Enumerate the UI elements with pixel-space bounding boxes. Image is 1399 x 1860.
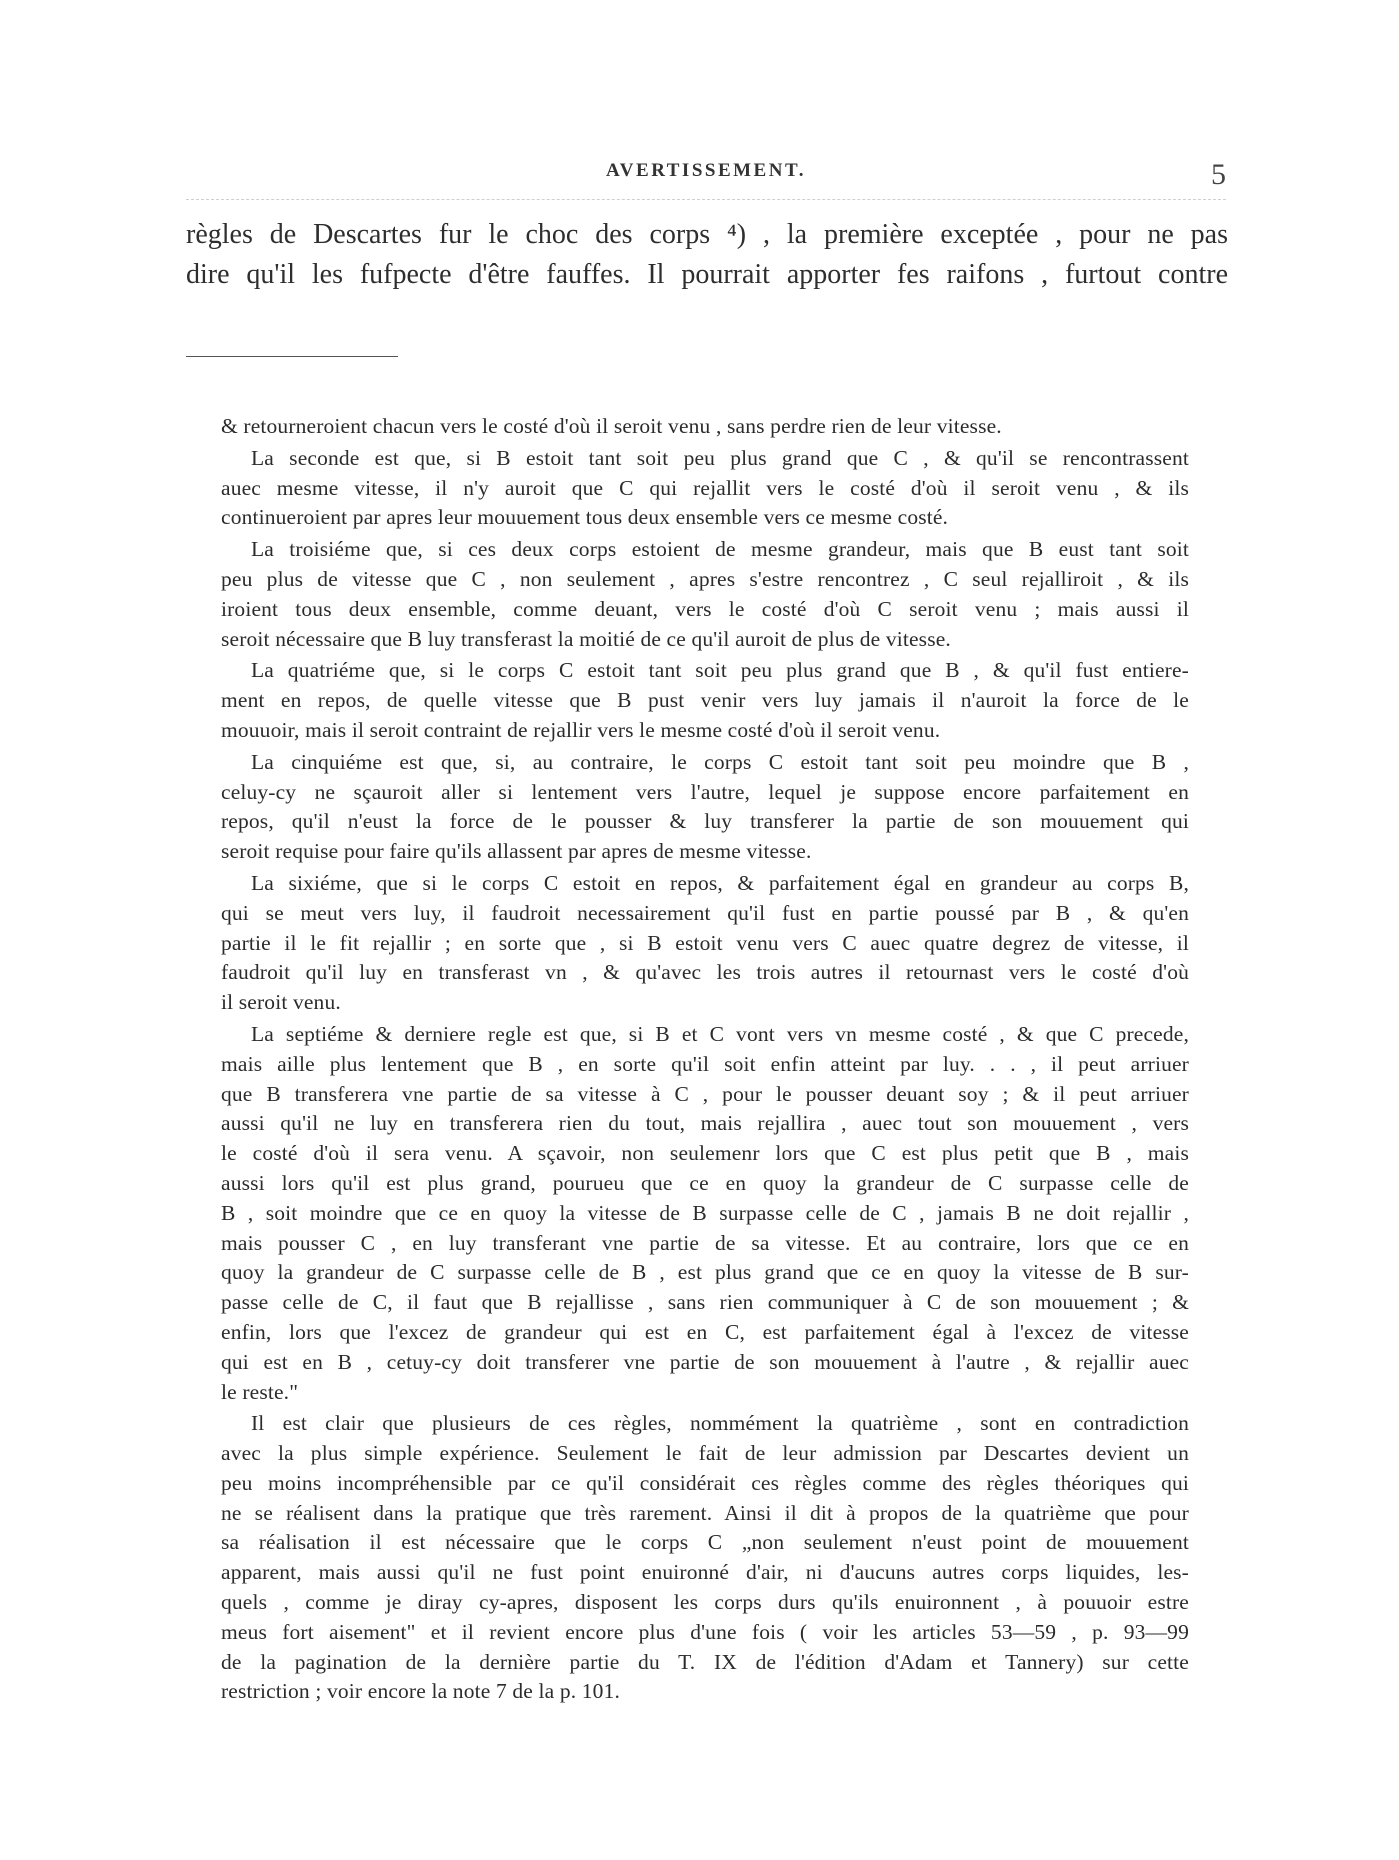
- footnote-paragraph: [221, 412, 1189, 442]
- footnote-line: Il est clair que plusieurs de ces règles, nommément la quatrième , sont en contradiction: [251, 1411, 1189, 1436]
- footnote-line: B , soit moindre que ce en quoy la vitesse de B surpasse celle de C , jamais B ne doit rejallir ,: [221, 1200, 1189, 1225]
- footnote-line: ment en repos, de quelle vitesse que B pust venir vers luy jamais il n'auroit la force de le: [221, 688, 1189, 713]
- footnote-line: partie il le fit rejallir ; en sorte que , si B estoit venu vers C auec quatre degrez de vitesse, il: [221, 930, 1189, 955]
- footnote-line: La seconde est que, si B estoit tant soit peu plus grand que C , & qu'il se rencontrassent: [251, 445, 1189, 470]
- footnote-line: passe celle de C, il faut que B rejallisse , sans rien communiquer à C de son mouuement ; &: [221, 1290, 1189, 1315]
- footnote-line: qui est en B , cetuy-cy doit transferer vne partie de son mouuement à l'autre , & rejallir auec: [221, 1349, 1189, 1374]
- footnote-line: apparent, mais aussi qu'il ne fust point enuironné d'air, ni d'aucuns autres corps liquides, les-: [221, 1560, 1189, 1585]
- footnote-line: seroit nécessaire que B luy transferast la moitié de ce qu'il auroit de plus de vitesse.: [221, 626, 951, 651]
- footnote-line: aussi lors qu'il est plus grand, pourueu que ce en quoy la grandeur de C surpasse celle de: [221, 1170, 1189, 1195]
- footnote-line: seroit requise pour faire qu'ils allassent par apres de mesme vitesse.: [221, 839, 812, 864]
- footnote-line: aussi qu'il ne luy en transferera rien du tout, mais rejallira , auec tout son mouuement , vers: [221, 1111, 1189, 1136]
- footnote-line: peu moins incompréhensible par ce qu'il considérait ces règles comme des règles théoriques qui: [221, 1470, 1189, 1495]
- footnote-paragraph: [221, 535, 1189, 654]
- footnote: [221, 412, 1189, 1709]
- footnote-rule: [186, 356, 398, 357]
- footnote-line: La quatriéme que, si le corps C estoit tant soit peu plus grand que B , & qu'il fust entiere-: [251, 658, 1189, 683]
- footnote-line: il seroit venu.: [221, 990, 341, 1015]
- footnote-line: & retourneroient chacun vers le costé d'où il seroit venu , sans perdre rien de leur vitesse.: [221, 414, 1002, 438]
- footnote-line: quoy la grandeur de C surpasse celle de B , est plus grand que ce en quoy la vitesse de B sur-: [221, 1260, 1189, 1285]
- footnote-line: faudroit qu'il luy en transferast vn , & qu'avec les trois autres il retournast vers le costé d'où: [221, 960, 1189, 985]
- footnote-paragraph: [221, 748, 1189, 867]
- footnote-line: restriction ; voir encore la note 7 de la p. 101.: [221, 1679, 621, 1704]
- footnote-line: La septiéme & derniere regle est que, si B et C vont vers vn mesme costé , & que C precede,: [251, 1021, 1189, 1046]
- main-text: [186, 215, 1228, 295]
- footnote-line: que B transferera vne partie de sa vitesse à C , pour le pousser deuant soy ; & il peut arriuer: [221, 1081, 1189, 1106]
- footnote-line: qui se meut vers luy, il faudroit necessairement qu'il fust en partie poussé par B , & qu'en: [221, 900, 1189, 925]
- footnote-line: mouuoir, mais il seroit contraint de rejallir vers le mesme costé d'où il seroit venu.: [221, 717, 941, 742]
- running-head: [186, 158, 1226, 190]
- footnote-line: ne se réalisent dans la pratique que très rarement. Ainsi il dit à propos de la quatrième que pour: [221, 1500, 1189, 1525]
- footnote-paragraph: [221, 656, 1189, 745]
- footnote-line: quels , comme je diray cy-apres, disposent les corps durs qu'ils enuironnent , à pouuoir estre: [221, 1590, 1189, 1615]
- footnote-line: de la pagination de la dernière partie du T. IX de l'édition d'Adam et Tannery) sur cette: [221, 1649, 1189, 1674]
- footnote-line: le reste.": [221, 1379, 299, 1404]
- footnote-line: continueroient par apres leur mouuement tous deux ensemble vers ce mesme costé.: [221, 505, 949, 530]
- footnote-paragraph: [221, 1409, 1189, 1707]
- footnote-paragraph: [221, 869, 1189, 1018]
- footnote-line: avec la plus simple expérience. Seulement le fait de leur admission par Descartes devient un: [221, 1441, 1189, 1466]
- footnote-line: peu plus de vitesse que C , non seulement , apres s'estre rencontrez , C seul rejalliroit , & ils: [221, 566, 1189, 591]
- footnote-line: auec mesme vitesse, il n'y auroit que C qui rejallit vers le costé d'où il seroit venu , & ils: [221, 475, 1189, 500]
- footnote-paragraph: [221, 1020, 1189, 1407]
- footnote-line: enfin, lors que l'excez de grandeur qui est en C, est parfaitement égal à l'excez de vitesse: [221, 1319, 1189, 1344]
- header-rule: [186, 199, 1226, 200]
- footnote-line: celuy-cy ne sçauroit aller si lentement vers l'autre, lequel je suppose encore parfaitement en: [221, 779, 1189, 804]
- footnote-paragraph: [221, 444, 1189, 533]
- footnote-line: le costé d'où il sera venu. A sçavoir, non seulemenr lors que C est plus petit que B , mais: [221, 1141, 1189, 1166]
- footnote-line: meus fort aisement" et il revient encore plus d'une fois ( voir les articles 53—59 , p. 93—99: [221, 1619, 1189, 1644]
- page-number: 5: [1211, 158, 1226, 191]
- running-title: AVERTISSEMENT.: [606, 160, 806, 181]
- footnote-line: La sixiéme, que si le corps C estoit en repos, & parfaitement égal en grandeur au corps B,: [251, 870, 1189, 895]
- footnote-line: repos, qu'il n'eust la force de le pousser & luy transferer la partie de son mouuement qui: [221, 809, 1189, 834]
- footnote-line: La cinquiéme est que, si, au contraire, le corps C estoit tant soit peu moindre que B ,: [251, 749, 1189, 774]
- footnote-line: sa réalisation il est nécessaire que le corps C „non seulement n'eust point de mouuement: [221, 1530, 1189, 1555]
- footnote-line: La troisiéme que, si ces deux corps estoient de mesme grandeur, mais que B eust tant soit: [251, 537, 1189, 562]
- footnote-line: mais aille plus lentement que B , en sorte qu'il soit enfin atteint par luy. . . , il peut arriuer: [221, 1051, 1189, 1076]
- footnote-line: mais pousser C , en luy transferant vne partie de sa vitesse. Et au contraire, lors que ce en: [221, 1230, 1189, 1255]
- footnote-line: iroient tous deux ensemble, comme deuant, vers le costé d'où C seroit venu ; mais aussi il: [221, 596, 1189, 621]
- main-text-line: règles de Descartes fur le choc des corps ⁴) , la première exceptée , pour ne pas: [186, 219, 1228, 250]
- main-text-line: dire qu'il les fufpecte d'être fauffes. Il pourrait apporter fes raifons , furtout contre: [186, 259, 1228, 290]
